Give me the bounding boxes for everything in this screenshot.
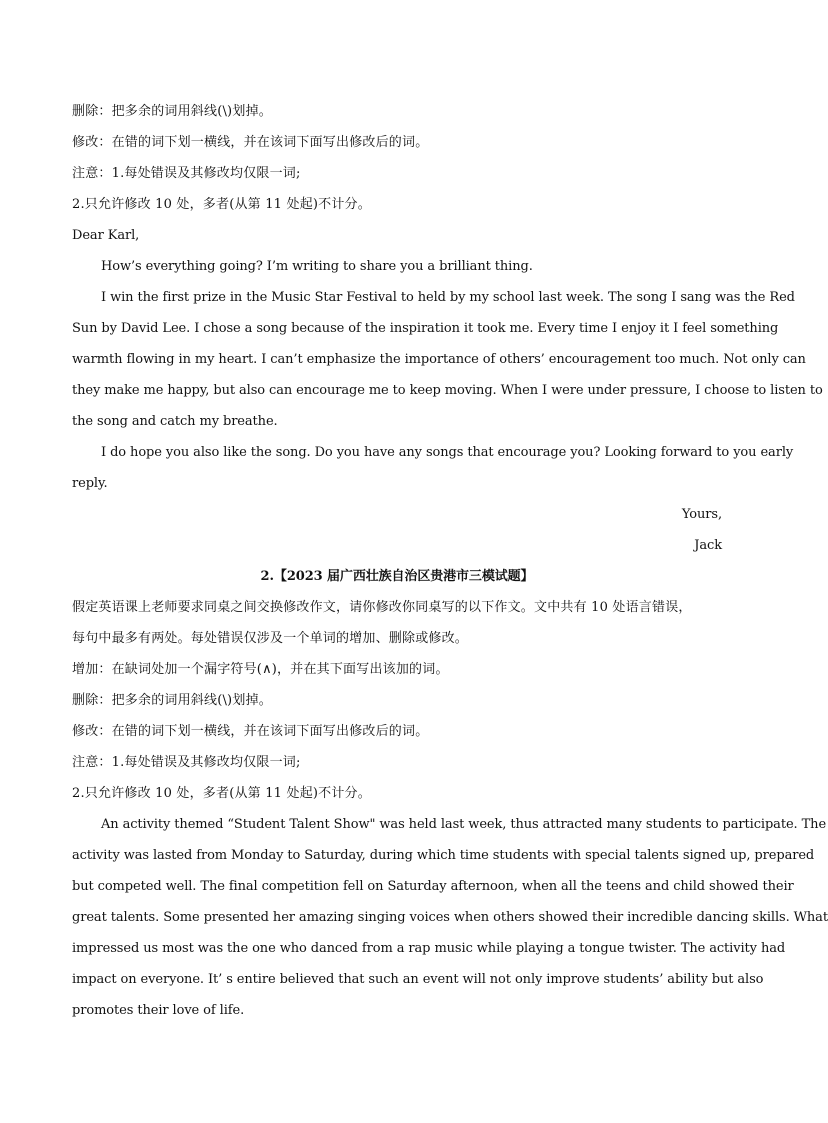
letter-paragraph-2-line: warmth flowing in my heart. I can’t emphasize the importance of others’ encouragement too much. Not only can — [72, 352, 806, 367]
instruction-modify: 修改：在错的词下划一横线，并在该词下面写出修改后的词。 — [72, 724, 429, 739]
instruction-note-1: 注意：1.每处错误及其修改均仅限一词; — [72, 755, 301, 770]
essay-line: impact on everyone. It’ s entire believed that such an event will not only improve students’ ability but also — [72, 972, 764, 987]
instruction-note-1: 注意：1.每处错误及其修改均仅限一词; — [72, 166, 301, 181]
document-page — [72, 96, 828, 1026]
letter-paragraph-3-line: I do hope you also like the song. Do you have any songs that encourage you? Looking forward to you early — [101, 445, 794, 460]
letter-paragraph-3-line: reply. — [72, 476, 108, 491]
letter-signature: Jack — [694, 538, 722, 553]
essay-line: impressed us most was the one who danced from a rap music while playing a tongue twister. The activity had — [72, 941, 786, 956]
instruction-modify: 修改：在错的词下划一横线，并在该词下面写出修改后的词。 — [72, 135, 429, 150]
letter-salutation: Dear Karl, — [72, 228, 140, 243]
letter-closing: Yours, — [681, 507, 722, 522]
essay-line: but competed well. The final competition fell on Saturday afternoon, when all the teens and child showed their — [72, 879, 794, 894]
instruction-add: 增加：在缺词处加一个漏字符号(∧)，并在其下面写出该加的词。 — [72, 662, 449, 677]
instruction-delete: 删除：把多余的词用斜线(\)划掉。 — [72, 104, 272, 119]
essay-line: promotes their love of life. — [72, 1003, 245, 1018]
letter-paragraph-2-line: Sun by David Lee. I chose a song because of the inspiration it took me. Every time I enjoy it I feel something — [72, 321, 779, 336]
essay-line: An activity themed “Student Talent Show" was held last week, thus attracted many students to participate. The — [101, 817, 827, 832]
instruction-delete: 删除：把多余的词用斜线(\)划掉。 — [72, 693, 272, 708]
instruction-note-2: 2.只允许修改 10 处，多者(从第 11 处起)不计分。 — [72, 197, 371, 212]
letter-paragraph-2-line: the song and catch my breathe. — [72, 414, 278, 429]
question-intro-line: 假定英语课上老师要求同桌之间交换修改作文，请你修改你同桌写的以下作文。文中共有 10 处语言错误， — [72, 600, 692, 615]
instruction-note-2: 2.只允许修改 10 处，多者(从第 11 处起)不计分。 — [72, 786, 371, 801]
letter-paragraph-2-line: they make me happy, but also can encourage me to keep moving. When I were under pressure, I choose to listen to — [72, 383, 823, 398]
essay-line: activity was lasted from Monday to Saturday, during which time students with special talents signed up, prepared — [72, 848, 815, 863]
letter-paragraph-1: How’s everything going? I’m writing to share you a brilliant thing. — [101, 259, 533, 274]
letter-paragraph-2-line: I win the first prize in the Music Star Festival to held by my school last week. The song I sang was the Red — [101, 290, 795, 305]
question-intro-line: 每句中最多有两处。每处错误仅涉及一个单词的增加、删除或修改。 — [72, 631, 469, 646]
essay-line: great talents. Some presented her amazing singing voices when others showed their incredible dancing skills. What — [72, 910, 828, 925]
question-heading: 2.【2023 届广西壮族自治区贵港市三模试题】 — [260, 569, 534, 584]
